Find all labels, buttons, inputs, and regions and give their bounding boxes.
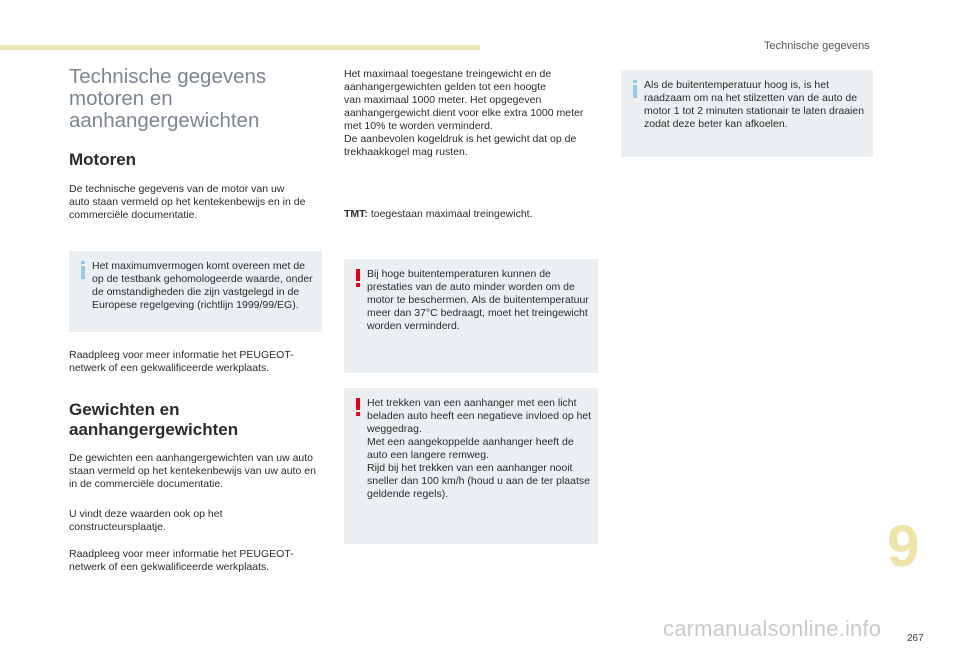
page-number: 267 — [907, 633, 924, 644]
weights-altitude-paragraph: Het maximaal toegestane treingewicht en de aanhangergewichten gelden tot een hoogte van maximaal 1000 meter. Het opgegeven aanhangergewicht dient voor elke extra 1000 meter met 10% te worden verminderd. De aanbevolen kogeldruk is het gewicht dat op de trekhaakkogel mag rusten. — [344, 68, 584, 158]
weights-heading: Gewichten en aanhangergewichten — [69, 400, 239, 439]
warning-icon — [353, 269, 364, 287]
header-section-label: Technische gegevens — [764, 40, 870, 52]
tmt-text: toegestaan maximaal treingewicht. — [367, 208, 533, 220]
warning-text-towing: Het trekken van een aanhanger met een licht beladen auto heeft een negatieve invloed op het weggedrag. Met een aangekoppelde aanhanger heeft de auto een langere remweg. Rijd bij het trekken van een aanhanger nooit sneller dan 100 km/h (houd u aan de ter plaatse geldende regels). — [367, 397, 592, 500]
chapter-number: 9 — [887, 514, 920, 579]
header-accent-bar — [0, 45, 480, 50]
warning-box-towing — [344, 388, 598, 544]
motoren-heading: Motoren — [69, 150, 137, 169]
info-icon — [630, 80, 641, 98]
info-box-max-power — [69, 251, 322, 332]
info-text-cooldown: Als de buitentemperatuur hoog is, is het raadzaam om na het stilzetten van de auto de motor 1 tot 2 minuten stationair te laten draaien zodat deze beter kan afkoelen. — [644, 79, 865, 130]
watermark: carmanualsonline.info — [663, 616, 882, 641]
tmt-label: TMT: — [344, 208, 368, 220]
warning-text-temperature: Bij hoge buitentemperaturen kunnen de prestaties van de auto minder worden om de motor te beschermen. Als de buitentemperatuur meer dan 37°C bedraagt, moet het treingewicht worden verminderd. — [367, 268, 589, 332]
info-icon — [78, 261, 89, 279]
page-title: Technische gegevens motoren en aanhangergewichten — [69, 65, 267, 132]
column-1 — [69, 66, 325, 132]
constructor-plate-paragraph: U vindt deze waarden ook op het constructeursplaatje. — [69, 508, 223, 533]
motoren-section — [69, 150, 325, 222]
warning-icon — [353, 398, 364, 416]
tmt-definition — [344, 208, 600, 221]
motoren-paragraph: De technische gegevens van de motor van uw auto staan vermeld op het kentekenbewijs en in de commerciële documentatie. — [69, 183, 306, 221]
weights-paragraph: De gewichten een aanhangergewichten van uw auto staan vermeld op het kentekenbewijs van uw auto en in de commerciële documentatie. — [69, 452, 316, 490]
info-box-cooldown — [621, 70, 873, 157]
advice-peugeot-network-1: Raadpleeg voor meer informatie het PEUGEOT- netwerk of een gekwalificeerde werkplaats. — [69, 349, 294, 374]
warning-box-temperature — [344, 259, 598, 373]
info-text-max-power: Het maximumvermogen komt overeen met de op de testbank gehomologeerde waarde, onder de omstandigheden die zijn vastgelegd in de Europese regelgeving (richtlijn 1999/99/EG). — [92, 260, 313, 311]
advice-peugeot-network-2: Raadpleeg voor meer informatie het PEUGEOT- netwerk of een gekwalificeerde werkplaats. — [69, 548, 294, 573]
